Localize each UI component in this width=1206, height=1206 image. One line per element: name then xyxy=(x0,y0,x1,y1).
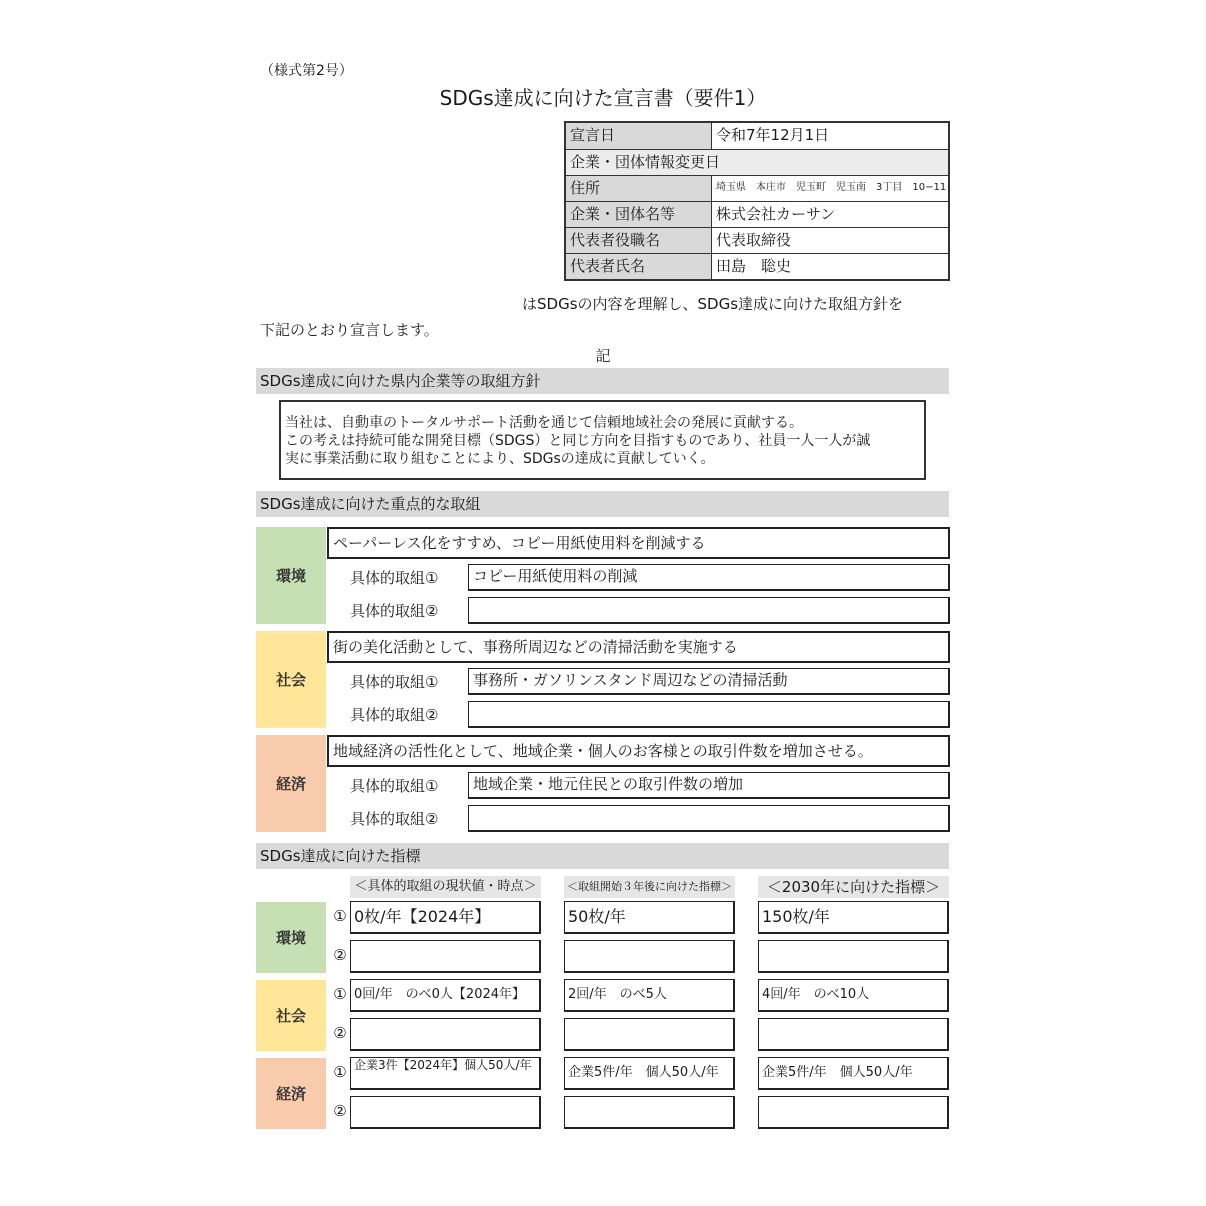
focus-category-eco: 経済 xyxy=(256,735,326,832)
rep-name-row xyxy=(566,253,948,279)
row-mark-2: ② xyxy=(333,1024,347,1042)
row-mark-1: ① xyxy=(333,1063,347,1081)
focus-goal-soc[interactable]: 街の美化活動として、事務所周辺などの清掃活動を実施する xyxy=(327,631,950,663)
indicator-env-1-3years[interactable]: 50枚/年 xyxy=(564,901,735,934)
rep-name-label: 代表者氏名 xyxy=(566,254,712,279)
indicator-soc-2-current[interactable] xyxy=(350,1018,541,1051)
company-name-value[interactable]: 株式会社カーサン xyxy=(716,205,836,223)
rep-title-value[interactable]: 代表取締役 xyxy=(716,231,792,249)
sub-action-label-1: 具体的取組① xyxy=(350,673,439,691)
sub-action-label-1: 具体的取組① xyxy=(350,777,439,795)
indicator-soc-1-3years[interactable]: 2回/年 のべ5人 xyxy=(564,979,735,1012)
indicator-column-3years: ＜取組開始３年後に向けた指標＞ xyxy=(564,876,735,898)
change-date-row xyxy=(566,149,948,175)
policy-text-box[interactable] xyxy=(279,400,926,480)
indicator-eco-2-2030[interactable] xyxy=(758,1096,949,1129)
declaration-date-label: 宣言日 xyxy=(566,123,712,149)
indicator-section-heading: SDGs達成に向けた指標 xyxy=(256,843,949,869)
indicator-soc-2-3years[interactable] xyxy=(564,1018,735,1051)
declaration-line-2: 下記のとおり宣言します。 xyxy=(260,321,439,339)
indicator-eco-1-current[interactable]: 企業3件【2024年】個人50人/年 xyxy=(350,1057,541,1090)
indicator-soc-1-current[interactable]: 0回/年 のべ0人【2024年】 xyxy=(350,979,541,1012)
focus-action1-eco[interactable]: 地域企業・地元住民との取引件数の増加 xyxy=(468,772,950,799)
focus-action2-eco[interactable] xyxy=(468,805,950,832)
indicator-eco-1-3years[interactable]: 企業5件/年 個人50人/年 xyxy=(564,1057,735,1090)
address-row xyxy=(566,175,948,201)
sub-action-label-2: 具体的取組② xyxy=(350,810,439,828)
declaration-date-row xyxy=(566,123,948,149)
policy-line: 実に事業活動に取り組むことにより、SDGsの達成に貢献していく。 xyxy=(285,451,715,467)
focus-goal-eco[interactable]: 地域経済の活性化として、地域企業・個人のお客様との取引件数を増加させる。 xyxy=(327,735,950,767)
declaration-line-1: はSDGsの内容を理解し、SDGs達成に向けた取組方針を xyxy=(522,295,904,313)
indicator-env-2-2030[interactable] xyxy=(758,940,949,973)
policy-section-heading: SDGs達成に向けた県内企業等の取組方針 xyxy=(256,368,949,394)
row-mark-2: ② xyxy=(333,1102,347,1120)
focus-category-soc: 社会 xyxy=(256,631,326,728)
indicator-env-1-current[interactable]: 0枚/年【2024年】 xyxy=(350,901,541,934)
indicator-env-2-3years[interactable] xyxy=(564,940,735,973)
focus-section-heading: SDGs達成に向けた重点的な取組 xyxy=(256,491,949,517)
rep-name-value[interactable]: 田島 聡史 xyxy=(716,257,792,275)
indicator-category-soc: 社会 xyxy=(256,980,326,1051)
rep-title-label: 代表者役職名 xyxy=(566,228,712,253)
indicator-soc-1-2030[interactable]: 4回/年 のべ10人 xyxy=(758,979,949,1012)
policy-line: この考えは持続可能な開発目標（SDGS）と同じ方向を目指すものであり、社員一人一人が誠 xyxy=(285,433,871,449)
form-number: （様式第2号） xyxy=(260,63,353,79)
focus-action1-soc[interactable]: 事務所・ガソリンスタンド周辺などの清掃活動 xyxy=(468,668,950,695)
address-value[interactable]: 埼玉県 本庄市 児玉町 児玉南 3丁目 10−11 xyxy=(716,182,947,193)
page-title: SDGs達成に向けた宣言書（要件1） xyxy=(439,86,767,110)
indicator-eco-2-3years[interactable] xyxy=(564,1096,735,1129)
focus-action1-env[interactable]: コピー用紙使用料の削減 xyxy=(468,564,950,591)
focus-action2-soc[interactable] xyxy=(468,701,950,728)
focus-action2-env[interactable] xyxy=(468,597,950,624)
indicator-eco-1-2030[interactable]: 企業5件/年 個人50人/年 xyxy=(758,1057,949,1090)
indicator-eco-2-current[interactable] xyxy=(350,1096,541,1129)
indicator-column-current: ＜具体的取組の現状値・時点＞ xyxy=(350,876,541,898)
focus-goal-env[interactable]: ペーパーレス化をすすめ、コピー用紙使用料を削減する xyxy=(327,527,950,559)
indicator-env-1-2030[interactable]: 150枚/年 xyxy=(758,901,949,934)
ki-heading: 記 xyxy=(595,347,611,365)
company-name-row xyxy=(566,201,948,227)
indicator-env-2-current[interactable] xyxy=(350,940,541,973)
indicator-soc-2-2030[interactable] xyxy=(758,1018,949,1051)
row-mark-1: ① xyxy=(333,907,347,925)
row-mark-2: ② xyxy=(333,946,347,964)
rep-title-row xyxy=(566,227,948,253)
indicator-column-2030: ＜2030年に向けた指標＞ xyxy=(758,876,949,898)
change-date-label: 企業・団体情報変更日 xyxy=(570,153,721,171)
indicator-category-eco: 経済 xyxy=(256,1058,326,1129)
sub-action-label-1: 具体的取組① xyxy=(350,569,439,587)
indicator-category-env: 環境 xyxy=(256,902,326,973)
sub-action-label-2: 具体的取組② xyxy=(350,602,439,620)
address-label: 住所 xyxy=(566,176,712,201)
sub-action-label-2: 具体的取組② xyxy=(350,706,439,724)
focus-category-env: 環境 xyxy=(256,527,326,624)
company-name-label: 企業・団体名等 xyxy=(566,202,712,227)
policy-line: 当社は、自動車のトータルサポート活動を通じて信頼地域社会の発展に貢献する。 xyxy=(285,415,803,431)
declaration-date-value[interactable]: 令和7年12月1日 xyxy=(716,126,830,144)
info-table xyxy=(564,121,950,281)
row-mark-1: ① xyxy=(333,985,347,1003)
